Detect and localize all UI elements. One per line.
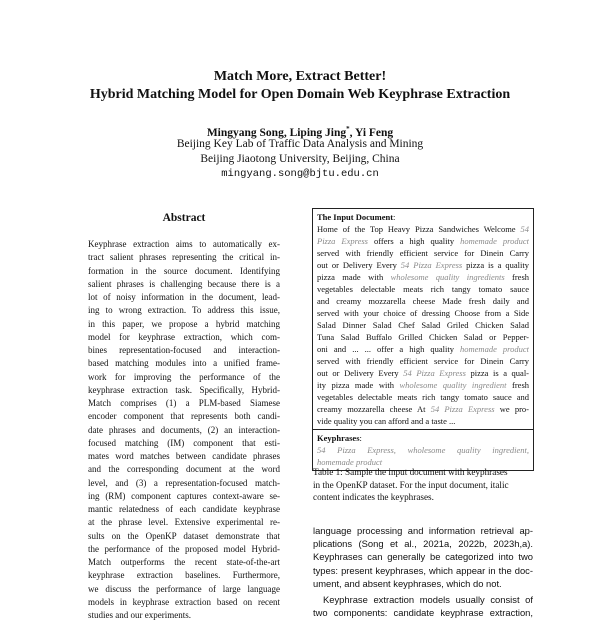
abstract-line: sults on the OpenKP dataset demonstrate that — [88, 530, 280, 541]
text-segment: vide quality you can afford and a taste ... — [317, 416, 456, 426]
text-segment: and creamy mozzarella cheese Made fresh daily and — [317, 296, 529, 306]
table-caption — [313, 466, 533, 504]
input-document-text — [317, 223, 529, 427]
document-line — [317, 307, 529, 319]
keyphrase-highlight: 54 Pizza Express — [400, 260, 463, 270]
text-segment: served with friendly efficient service for Dinein Carry — [317, 248, 529, 258]
abstract-body — [88, 238, 280, 622]
caption-line: Table 1: Sample the input document with keyphrases — [313, 467, 508, 477]
input-document-label: The Input Document — [317, 212, 394, 222]
keyphrase-line — [317, 444, 529, 456]
abstract-line: mantic relatedness of each candidate keyphrase — [88, 504, 280, 514]
text-segment: oni and ... ... offer a high quality — [317, 344, 461, 354]
document-line — [317, 415, 529, 427]
abstract-line: keyphrase extraction baselines. Furthermore, — [88, 570, 280, 581]
abstract-line: at the phrase level. Extensive experimental re- — [88, 517, 280, 528]
body-line: types: present keyphrases, which appear in the doc- — [313, 564, 533, 576]
document-line — [317, 235, 529, 247]
abstract-line: formation in the source document. Identifying — [88, 265, 280, 276]
abstract-line: bines representation-focused and interaction- — [88, 345, 280, 355]
keyphrases-section — [313, 430, 533, 470]
example-table-box — [312, 208, 534, 471]
keyphrase-highlight: wholesome quality ingredients — [390, 272, 505, 282]
abstract-line: date phrases and documents, (2) an interaction- — [88, 424, 280, 435]
text-segment: vegetables delectable meats rich tangy tomato sauce — [317, 284, 529, 294]
document-line — [317, 331, 529, 343]
keyphrase-highlight: homemade product — [317, 457, 383, 467]
text-segment: pizza made with — [317, 272, 391, 282]
intro-body-text — [313, 524, 533, 619]
caption-line: content indicates the keyphrases. — [313, 492, 434, 502]
keyphrase-highlight: 54 Pizza Express — [403, 368, 466, 378]
keyphrases-colon: : — [359, 433, 362, 443]
abstract-line: mates word matches between candidate phrases — [88, 451, 280, 461]
keyphrases-label: Keyphrases — [317, 433, 360, 443]
text-segment: Salad Dinner Salad Chef Salad Griled Chicken Salad — [317, 320, 529, 330]
abstract-line: tract salient phrases representing the critical in- — [88, 252, 280, 263]
document-line — [317, 271, 529, 283]
document-line — [317, 355, 529, 367]
abstract-line: ing to wrong extraction. To address this issue, — [88, 305, 280, 316]
text-segment: vegetables delectable meats rich tangy tomato sauce and — [317, 392, 529, 402]
corresponding-author-star: * — [346, 125, 350, 133]
author-email: mingyang.song@bjtu.edu.cn — [221, 168, 379, 180]
document-line — [317, 319, 529, 331]
document-line — [317, 295, 529, 307]
abstract-line: we discuss the performance of large language — [88, 583, 280, 594]
text-segment: Tuna Salad Buffalo Grilled Chicken Salad or Pepper- — [317, 332, 529, 342]
abstract-line: Keyphrase extraction aims to automatically ex- — [88, 239, 280, 249]
keyphrase-highlight: wholesome quality ingredient — [399, 380, 507, 390]
abstract-line: keyphrase extraction task. Specifically, Hybrid- — [88, 384, 280, 395]
input-document-section — [313, 209, 533, 429]
document-line — [317, 283, 529, 295]
body-line: two components: candidate keyphrase extraction, — [313, 607, 533, 619]
paper-title-line-1: Match More, Extract Better! — [213, 69, 387, 84]
text-segment: served with friendly efficient service for Dinein Carry — [317, 356, 529, 366]
abstract-line: in this paper, we propose a hybrid matching — [88, 318, 280, 329]
document-line — [317, 247, 529, 259]
document-line — [317, 367, 529, 379]
abstract-line: focused matching (IM) component that esti- — [88, 437, 280, 448]
affiliation-line-1: Beijing Key Lab of Traffic Data Analysis and Mining — [176, 138, 424, 150]
body-line: Keyphrases can generally be categorized into two — [313, 551, 533, 563]
text-segment: creamy mozzarella cheese At — [317, 404, 431, 414]
abstract-line: Match comprises (1) a PLM-based Siamese — [88, 398, 280, 408]
body-line: plications (Song et al., 2021a, 2022b, 2023h,a). — [313, 538, 533, 550]
abstract-line: Match outperforms the recent state-of-the-art — [88, 557, 280, 567]
body-line: Keyphrase extraction models usually consist of — [323, 594, 533, 606]
text-segment: out or Delivery Every — [317, 260, 401, 270]
keyphrase-highlight: 54 Pizza Express, wholesome quality ingredient, — [317, 445, 529, 455]
body-line: ument, and absent keyphrases, which do not. — [313, 577, 502, 589]
document-line — [317, 259, 529, 271]
abstract-line: encoder component that represents both candi- — [88, 411, 280, 422]
abstract-line: models in keyphrase extraction based on recent — [88, 596, 280, 607]
keyphrase-highlight: homemade product — [460, 236, 529, 246]
keyphrase-highlight: homemade product — [460, 344, 529, 354]
affiliation-line-2: Beijing Jiaotong University, Beijing, China — [200, 153, 400, 165]
abstract-line: and the corresponding document at the word — [88, 464, 280, 475]
keyphrases-list — [317, 444, 529, 468]
keyphrase-highlight: 54 Pizza Express — [430, 404, 495, 414]
document-line — [317, 379, 529, 391]
text-segment: fresh — [504, 272, 529, 282]
document-line — [317, 403, 529, 415]
abstract-heading: Abstract — [162, 212, 206, 224]
keyphrase-highlight: Pizza Express — [317, 236, 368, 246]
text-segment: fresh — [506, 380, 529, 390]
author-names-a: Mingyang Song, Liping Jing — [206, 126, 347, 139]
abstract-line: work for improving the performance of the — [88, 371, 280, 382]
paper-title-line-2: Hybrid Matching Model for Open Domain Web Keyphrase Extraction — [89, 87, 511, 102]
body-line: language processing and information retrieval ap- — [313, 525, 533, 536]
text-segment: served with your choice of dressing Choose from a Side — [317, 308, 529, 318]
text-segment: offers a high quality — [368, 236, 461, 246]
abstract-line: salient phrases is challenging because there is a — [88, 278, 280, 289]
input-document-colon: : — [393, 212, 396, 222]
abstract-line: based matching modules into a unified frame- — [88, 358, 280, 369]
abstract-line: lot of noisy information in the document, lead- — [88, 292, 280, 302]
abstract-line: model for keyphrase extraction, which com- — [88, 331, 280, 342]
abstract-line: studies and our experiments. — [88, 610, 191, 620]
text-segment: pizza is a quality — [462, 260, 529, 270]
text-segment: out or Delivery Every — [317, 368, 404, 378]
abstract-line: the performance of the proposed model Hybrid- — [88, 543, 280, 554]
abstract-line: ing (RM) component captures context-aware se- — [88, 490, 280, 501]
abstract-line: level, and (3) a representation-focused match- — [88, 477, 280, 488]
author-names-b: , Yi Feng — [349, 126, 394, 139]
document-line — [317, 223, 529, 235]
text-segment: Home of the Top Heavy Pizza Sandwiches Welcome — [317, 224, 521, 234]
document-line — [317, 343, 529, 355]
keyphrase-highlight: 54 — [520, 224, 529, 234]
document-line — [317, 391, 529, 403]
text-segment: pizza is a qual- — [465, 368, 529, 378]
caption-line: in the OpenKP dataset. For the input document, italic — [313, 479, 509, 490]
text-segment: we pro- — [494, 404, 529, 414]
text-segment: ity pizza made with — [317, 380, 400, 390]
